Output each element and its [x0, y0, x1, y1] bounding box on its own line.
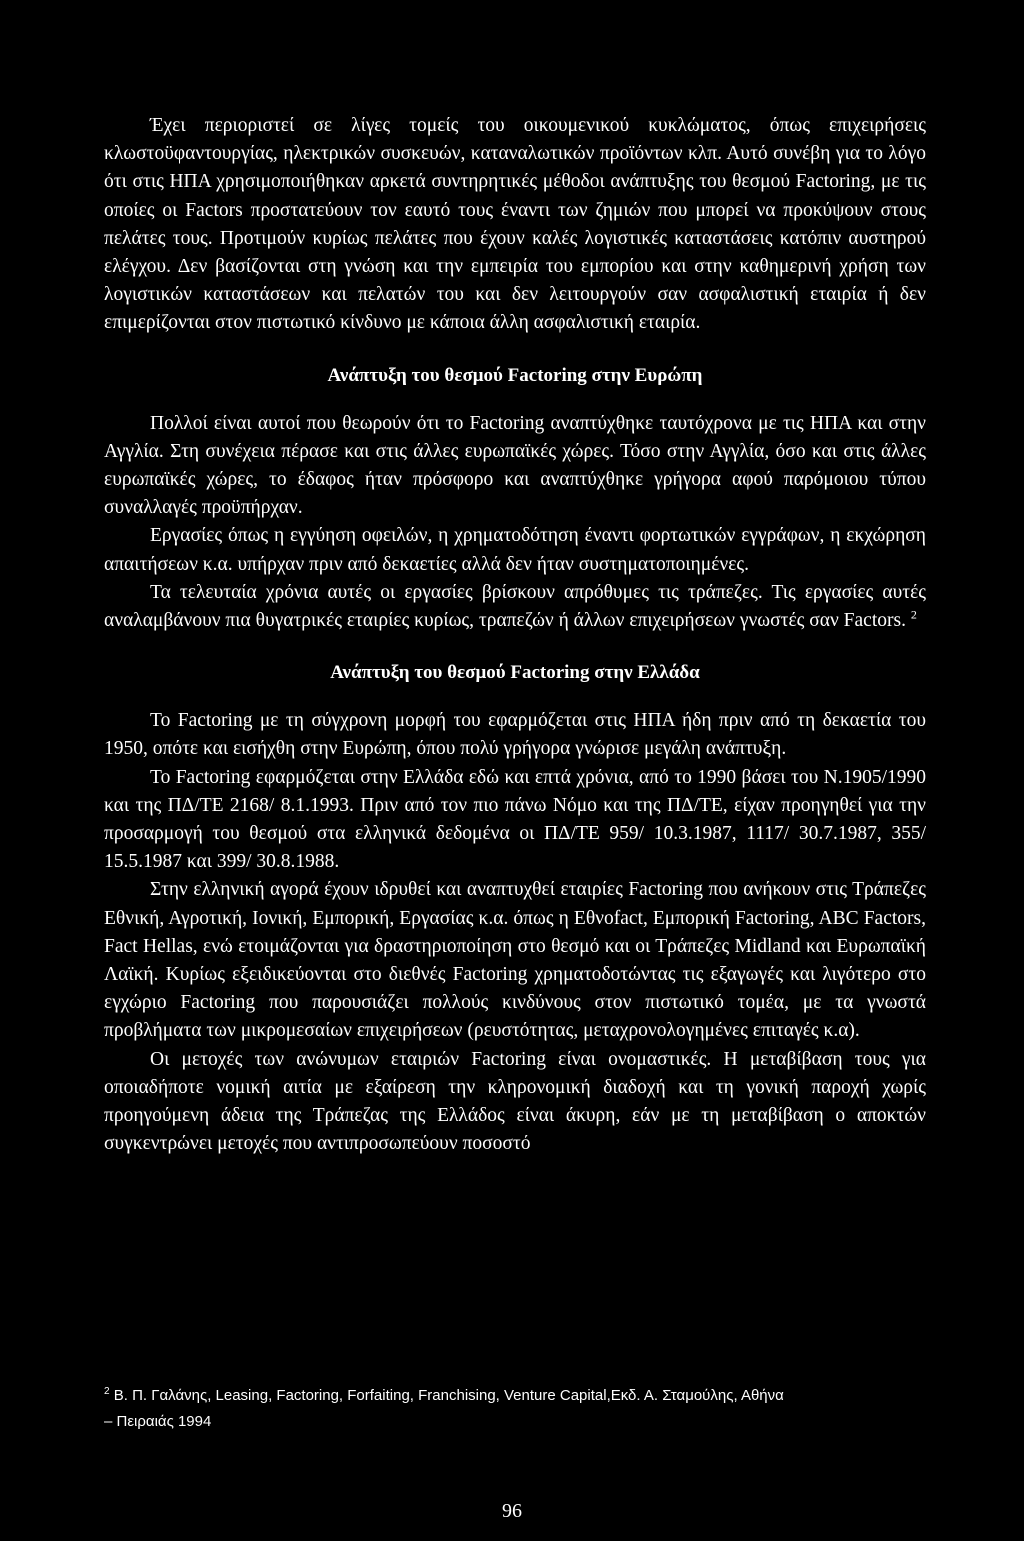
heading-greece: Ανάπτυξη του θεσμού Factoring στην Ελλάδα — [330, 662, 700, 684]
paragraph-intro: Έχει περιοριστεί σε λίγες τομείς του οικουμενικού κυκλώματος, όπως επιχειρήσεις κλωστοϋφαντουργίας, ηλεκτρικών συσκευών, καταναλωτικών προϊόντων κλπ. Αυτό συνέβη για το λόγο ότι στις ΗΠΑ χρησιμοποιήθηκαν αρκετά συντηρητικές μέθοδοι ανάπτυξης του θεσμού Factoring, με τις οποίες οι Factors προστατεύουν τον εαυτό τους έναντι των ζημιών που μπορεί να προκύψουν στους πελάτες τους. Προτιμούν κυρίως πελάτες που έχουν καλές λογιστικές καταστάσεις κατόπιν αυστηρού ελέγχου. Δεν βασίζονται στη γνώση και την εμπειρία του εμπορίου και στην καθημερινή χρήση των λογιστικών καταστάσεων και πελατών του και δεν λειτουργούν σαν ασφαλιστική εταιρία ή δεν επιμερίζονται στον πιστωτικό κίνδυνο με κάποια άλλη ασφαλιστική εταιρία. — [104, 115, 926, 334]
paragraph-europe-3 — [104, 579, 926, 635]
paragraph-greece-3: Στην ελληνική αγορά έχουν ιδρυθεί και αναπτυχθεί εταιρίες Factoring που ανήκουν στις Τράπεζες Εθνική, Αγροτική, Ιονική, Εμπορική, Εργασίας κ.α. όπως η Εθνofact, Εμπορική Factoring, ABC Factors, Fact Hellas, ενώ ετοιμάζονται για δραστηριοποίηση στο θεσμό και οι Τράπεζες Midland και Ευρωπαϊκή Λαϊκή. Κυρίως εξειδικεύονται στο διεθνές Factoring χρηματοδοτώντας τις εξαγωγές και λιγότερο στο εγχώριο Factoring που παρουσιάζει πολλούς κινδύνους στον πιστωτικό τομέα, με τα γνωστά προβλήματα των μικρομεσαίων επιχειρήσεων (ρευστότητας, μεταχρονολογημένες επιταγές κ.α). — [104, 879, 926, 1042]
footnote — [104, 1383, 934, 1435]
paragraph-europe-3-text: Τα τελευταία χρόνια αυτές οι εργασίες βρίσκουν απρόθυμες τις τράπεζες. Τις εργασίες αυτές αναλαμβάνουν πια θυγατρικές εταιρίες κυρίως, τραπεζών ή άλλων επιχειρήσεων γνωστές σαν Factors. — [104, 581, 926, 632]
page-body — [104, 112, 926, 1159]
paragraph-greece-1: Το Factoring με τη σύγχρονη μορφή του εφαρμόζεται στις ΗΠΑ ήδη πριν από τη δεκαετία του 1950, οπότε και εισήχθη στην Ευρώπη, όπου πολύ γρήγορα γνώρισε μεγάλη ανάπτυξη. — [104, 710, 926, 760]
footnote-number: 2 — [104, 1386, 110, 1397]
footnote-line-2: – Πειραιάς 1994 — [104, 1413, 212, 1430]
footnote-ref: 2 — [910, 607, 917, 622]
paragraph-europe-2: Εργασίες όπως η εγγύηση οφειλών, η χρηματοδότηση έναντι φορτωτικών εγγράφων, η εκχώρηση απαιτήσεων κ.α. υπήρχαν πριν από δεκαετίες αλλά δεν ήταν συστηματοποιημένες. — [104, 525, 926, 575]
paragraph-greece-4: Οι μετοχές των ανώνυμων εταιριών Factoring είναι ονομαστικές. Η μεταβίβαση τους για οποιαδήποτε νομική αιτία με εξαίρεση την κληρονομική διαδοχή και τη γονική παροχή χωρίς προηγούμενη άδεια της Τράπεζας της Ελλάδος είναι άκυρη, εάν με τη μεταβίβαση ο αποκτών συγκεντρώνει μετοχές που αντιπροσωπεύουν ποσοστό — [104, 1048, 926, 1155]
paragraph-greece-2: Το Factoring εφαρμόζεται στην Ελλάδα εδώ και επτά χρόνια, από το 1990 βάσει του Ν.1905/1990 και της ΠΔ/ΤΕ 2168/ 8.1.1993. Πριν από τον πιο πάνω Νόμο και της ΠΔ/ΤΕ, είχαν προηγηθεί για την προσαρμογή του θεσμού στα ελληνικά δεδομένα οι ΠΔ/ΤΕ 959/ 10.3.1987, 1117/ 30.7.1987, 355/ 15.5.1987 και 399/ 30.8.1988. — [104, 766, 926, 873]
heading-europe: Ανάπτυξη του θεσμού Factoring στην Ευρώπη — [327, 364, 703, 386]
footnote-citation: Β. Π. Γαλάνης, Leasing, Factoring, Forfaiting, Franchising, Venture Capital,Εκδ. Α. Σταμούλης, Αθήνα — [113, 1387, 784, 1404]
footnote-line-1 — [104, 1383, 934, 1409]
paragraph-europe-1: Πολλοί είναι αυτοί που θεωρούν ότι το Factoring αναπτύχθηκε ταυτόχρονα με τις ΗΠΑ και στην Αγγλία. Στη συνέχεια πέρασε και στις άλλες ευρωπαϊκές χώρες. Τόσο στην Αγγλία, όσο και στις άλλες ευρωπαϊκές χώρες, το έδαφος ήταν πρόσφορο και αναπτύχθηκε γρήγορα αφού παρόμοιου τύπου συναλλαγές προϋπήρχαν. — [104, 412, 926, 519]
page-number: 96 — [502, 1500, 522, 1522]
